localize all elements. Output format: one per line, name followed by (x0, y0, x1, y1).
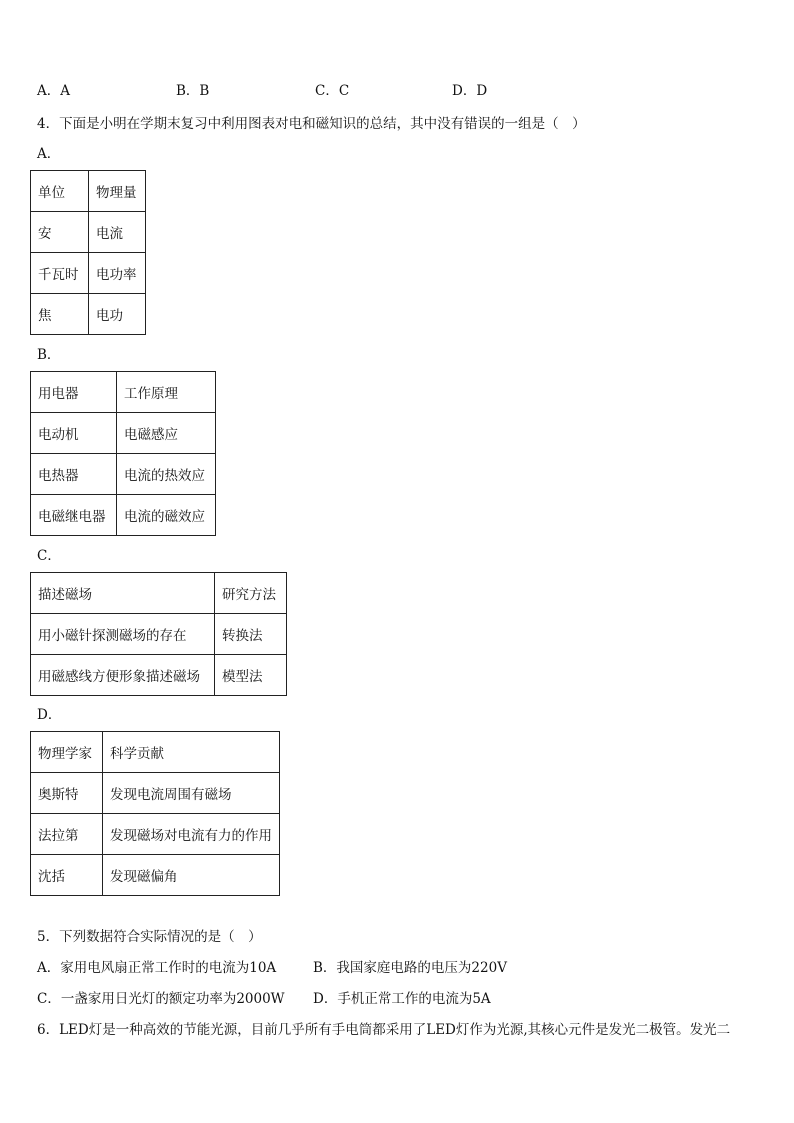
table-row (31, 855, 280, 896)
table-cell: 物理学家 (31, 732, 103, 773)
table-row (31, 732, 280, 773)
q4-option-a-label: A． (37, 146, 61, 162)
table-cell: 安 (31, 212, 89, 253)
table-cell: 科学贡献 (103, 732, 280, 773)
q4-table-c (30, 572, 287, 696)
table-cell: 模型法 (215, 655, 287, 696)
table-cell: 沈括 (31, 855, 103, 896)
table-cell: 用磁感线方便形象描述磁场 (31, 655, 215, 696)
table-cell: 用小磁针探测磁场的存在 (31, 614, 215, 655)
table-row (31, 655, 287, 696)
table-cell: 电流 (89, 212, 146, 253)
table-row (31, 413, 216, 454)
table-row (31, 212, 146, 253)
table-cell: 电动机 (31, 413, 117, 454)
table-row (31, 814, 280, 855)
table-cell: 用电器 (31, 372, 117, 413)
table-cell: 焦 (31, 294, 89, 335)
q5-option-d: D．手机正常工作的电流为5A (313, 991, 491, 1007)
table-cell: 千瓦时 (31, 253, 89, 294)
table-cell: 电流的热效应 (117, 454, 216, 495)
table-cell: 法拉第 (31, 814, 103, 855)
table-cell: 单位 (31, 171, 89, 212)
table-cell: 研究方法 (215, 573, 287, 614)
table-cell: 电功率 (89, 253, 146, 294)
q4-option-d-label: D． (37, 707, 62, 723)
table-row (31, 614, 287, 655)
table-cell: 发现电流周围有磁场 (103, 773, 280, 814)
table-cell: 转换法 (215, 614, 287, 655)
q5-option-c: C．一盏家用日光灯的额定功率为2000W (37, 991, 285, 1007)
q3-option-d: D．D (452, 83, 488, 99)
table-row (31, 495, 216, 536)
table-cell: 物理量 (89, 171, 146, 212)
q4-table-b (30, 371, 216, 536)
q4-option-b-label: B． (37, 347, 61, 363)
q3-option-c: C．C (315, 83, 350, 99)
table-cell: 电功 (89, 294, 146, 335)
table-row (31, 773, 280, 814)
q4-table-a (30, 170, 146, 335)
table-cell: 电磁感应 (117, 413, 216, 454)
table-cell: 电流的磁效应 (117, 495, 216, 536)
table-row (31, 454, 216, 495)
q4-option-c-label: C． (37, 548, 61, 564)
table-cell: 电热器 (31, 454, 117, 495)
table-row (31, 253, 146, 294)
q5-stem: 5．下列数据符合实际情况的是（ ） (37, 929, 262, 945)
table-row (31, 372, 216, 413)
table-cell: 发现磁偏角 (103, 855, 280, 896)
q4-stem: 4．下面是小明在学期末复习中利用图表对电和磁知识的总结，其中没有错误的一组是（ ） (37, 116, 586, 132)
table-cell: 发现磁场对电流有力的作用 (103, 814, 280, 855)
q4-table-d (30, 731, 280, 896)
table-cell: 描述磁场 (31, 573, 215, 614)
table-cell: 工作原理 (117, 372, 216, 413)
q3-option-a: A．A (37, 83, 70, 99)
table-cell: 电磁继电器 (31, 495, 117, 536)
table-row (31, 171, 146, 212)
table-cell: 奥斯特 (31, 773, 103, 814)
table-row (31, 294, 146, 335)
q5-option-a: A．家用电风扇正常工作时的电流为10A (37, 960, 277, 976)
q5-option-b: B．我国家庭电路的电压为220V (313, 960, 507, 976)
table-row (31, 573, 287, 614)
q6-stem: 6．LED灯是一种高效的节能光源，目前几乎所有手电筒都采用了LED灯作为光源,其核心元件是发光二极管。发光二 (37, 1022, 731, 1038)
q3-option-b: B．B (176, 83, 210, 99)
